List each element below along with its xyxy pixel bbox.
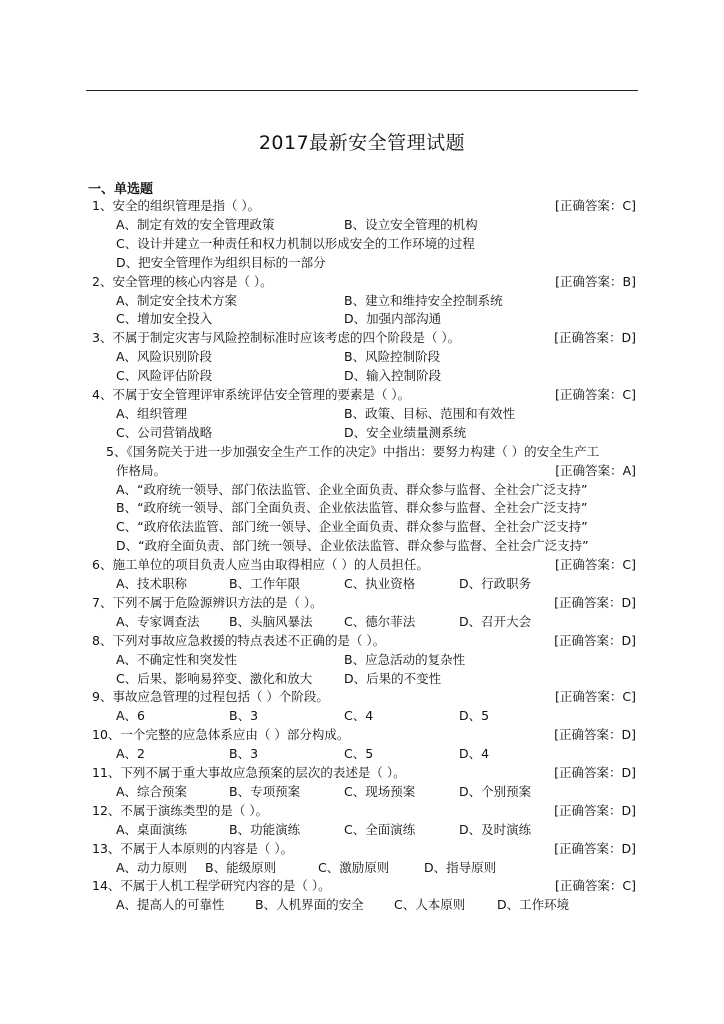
options-row	[0, 820, 724, 839]
options-row	[0, 404, 724, 423]
question-text: 5、《国务院关于进一步加强安全生产工作的决定》中指出：要努力构建（ ）的安全生产工	[106, 443, 600, 459]
option-text: D、个别预案	[459, 783, 532, 799]
question-row	[0, 328, 724, 347]
option-text: A、桌面演练	[116, 821, 188, 837]
options-row	[0, 517, 724, 536]
option-text: B、专项预案	[229, 783, 301, 799]
option-text: C、4	[344, 708, 374, 724]
question-row	[0, 876, 724, 895]
option-text: D、安全业绩量测系统	[344, 424, 467, 440]
option-text: C、风险评估阶段	[116, 368, 213, 384]
question-row	[0, 763, 724, 782]
question-row	[0, 839, 724, 858]
option-text: C、5	[344, 746, 374, 762]
options-row	[0, 366, 724, 385]
options-row	[0, 574, 724, 593]
option-text: D、5	[459, 708, 490, 724]
option-text: D、行政职务	[459, 576, 532, 591]
option-text: A、综合预案	[116, 783, 188, 799]
question-text: 6、施工单位的项目负责人应当由取得相应（ ）的人员担任。	[92, 557, 429, 573]
option-text: A、“政府统一领导、部门依法监管、企业全面负责、群众参与监督、全社会广泛支持”	[116, 481, 588, 497]
option-text: B、工作年限	[229, 576, 301, 591]
option-text: A、制定安全技术方案	[116, 292, 238, 308]
option-text: A、提高人的可靠性	[116, 897, 225, 913]
answer-key: [正确答案：C]	[555, 557, 636, 573]
question-row	[0, 593, 724, 612]
question-row	[0, 442, 724, 461]
question-text: 8、下列对事故应急救援的特点表述不正确的是（ ）。	[92, 632, 386, 648]
question-text: 4、不属于安全管理评审系统评估安全管理的要素是（ ）。	[92, 387, 411, 402]
option-text: B、人机界面的安全	[255, 897, 364, 913]
option-text: B、应急活动的复杂性	[344, 651, 466, 667]
question-text: 9、事故应急管理的过程包括（ ）个阶段。	[92, 689, 329, 705]
question-text: 13、不属于人本原则的内容是（ ）。	[92, 840, 294, 856]
question-text: 1、安全的组织管理是指（ ）。	[92, 198, 261, 213]
option-text: D、及时演练	[459, 821, 532, 837]
question-row	[0, 272, 724, 291]
options-row	[0, 480, 724, 499]
options-row	[0, 253, 724, 272]
option-text: B、设立安全管理的机构	[344, 216, 478, 232]
options-row	[0, 347, 724, 366]
options-row	[0, 858, 724, 877]
option-text: D、把安全管理作为组织目标的一部分	[116, 254, 326, 270]
options-row	[0, 423, 724, 442]
question-row	[0, 461, 724, 480]
page-title: 2017最新安全管理试题	[258, 132, 466, 154]
option-text: A、2	[116, 746, 146, 762]
options-row	[0, 215, 724, 234]
option-text: D、指导原则	[424, 859, 497, 875]
option-text: B、建立和维持安全控制系统	[344, 292, 503, 308]
option-text: D、4	[459, 746, 490, 762]
option-text: C、增加安全投入	[116, 311, 213, 327]
answer-key: [正确答案：D]	[554, 802, 636, 818]
question-text: 7、下列不属于危险源辨识方法的是（ ）。	[92, 594, 323, 610]
option-text: A、动力原则	[116, 859, 188, 875]
option-text: A、制定有效的安全管理政策	[116, 216, 275, 232]
question-row	[0, 196, 724, 215]
option-text: B、风险控制阶段	[344, 349, 441, 365]
options-row	[0, 706, 724, 725]
answer-key: [正确答案：C]	[555, 387, 636, 402]
options-row	[0, 650, 724, 669]
option-text: C、“政府依法监管、部门统一领导、企业全面负责、群众参与监督、全社会广泛支持”	[116, 519, 588, 535]
question-text: 11、下列不属于重大事故应急预案的层次的表述是（ ）。	[92, 765, 406, 780]
option-text: C、现场预案	[344, 783, 416, 799]
options-row	[0, 309, 724, 328]
answer-key: [正确答案：D]	[554, 632, 636, 648]
option-text: D、输入控制阶段	[344, 368, 442, 384]
question-row	[0, 631, 724, 650]
option-text: B、3	[229, 708, 259, 724]
option-text: A、技术职称	[116, 576, 188, 591]
question-row	[0, 687, 724, 706]
options-row	[0, 498, 724, 517]
options-row	[0, 669, 724, 688]
option-text: C、设计并建立一种责任和权力机制以形成安全的工作环境的过程	[116, 235, 475, 251]
options-row	[0, 782, 724, 801]
option-text: B、政策、目标、范围和有效性	[344, 405, 516, 421]
options-row	[0, 612, 724, 631]
answer-key: [正确答案：D]	[554, 840, 636, 856]
option-text: C、后果、影响易猝变、激化和放大	[116, 670, 313, 686]
question-text: 2、安全管理的核心内容是（ ）。	[92, 273, 273, 289]
question-row	[0, 385, 724, 404]
option-text: D、“政府全面负责、部门统一领导、企业依法监管、群众参与监督、全社会广泛支持”	[116, 538, 589, 554]
options-row	[0, 536, 724, 555]
question-text: 14、不属于人机工程学研究内容的是（ ）。	[92, 878, 331, 894]
option-text: A、专家调查法	[116, 613, 200, 629]
option-text: A、不确定性和突发性	[116, 651, 238, 667]
answer-key: [正确答案：C]	[555, 198, 636, 213]
question-text: 作格局。	[116, 462, 167, 478]
option-text: D、工作环境	[497, 897, 570, 913]
option-text: B、能级原则	[205, 859, 277, 875]
option-text: D、召开大会	[459, 613, 532, 629]
question-row	[0, 725, 724, 744]
option-text: A、组织管理	[116, 405, 188, 421]
answer-key: [正确答案：D]	[554, 330, 636, 346]
question-text: 12、不属于演练类型的是（ ）。	[92, 802, 269, 818]
option-text: C、全面演练	[344, 821, 416, 837]
option-text: D、后果的不变性	[344, 670, 442, 686]
option-text: A、风险识别阶段	[116, 349, 213, 365]
answer-key: [正确答案：D]	[554, 765, 636, 780]
option-text: B、3	[229, 746, 259, 762]
answer-key: [正确答案：C]	[555, 689, 636, 705]
options-row	[0, 291, 724, 310]
question-row	[0, 555, 724, 574]
option-text: C、德尔菲法	[344, 613, 416, 629]
answer-key: [正确答案：B]	[555, 273, 636, 289]
options-row	[0, 744, 724, 763]
question-row	[0, 801, 724, 820]
options-row	[0, 234, 724, 253]
answer-key: [正确答案：D]	[554, 727, 636, 743]
section-heading: 一、单选题	[88, 182, 154, 197]
answer-key: [正确答案：C]	[555, 878, 636, 894]
question-text: 3、不属于制定灾害与风险控制标准时应该考虑的四个阶段是（ ）。	[92, 330, 461, 346]
question-text: 10、一个完整的应急体系应由（ ）部分构成。	[92, 727, 350, 743]
option-text: B、“政府统一领导、部门全面负责、企业依法监管、群众参与监督、全社会广泛支持”	[116, 500, 588, 516]
option-text: C、公司营销战略	[116, 424, 213, 440]
option-text: C、激励原则	[318, 859, 390, 875]
answer-key: [正确答案：A]	[555, 462, 636, 478]
option-text: B、功能演练	[229, 821, 301, 837]
option-text: C、执业资格	[344, 576, 416, 591]
answer-key: [正确答案：D]	[554, 594, 636, 610]
header-rule	[86, 90, 638, 91]
option-text: B、头脑风暴法	[229, 613, 313, 629]
option-text: C、人本原则	[394, 897, 466, 913]
option-text: A、6	[116, 708, 146, 724]
option-text: D、加强内部沟通	[344, 311, 442, 327]
options-row	[0, 895, 724, 914]
